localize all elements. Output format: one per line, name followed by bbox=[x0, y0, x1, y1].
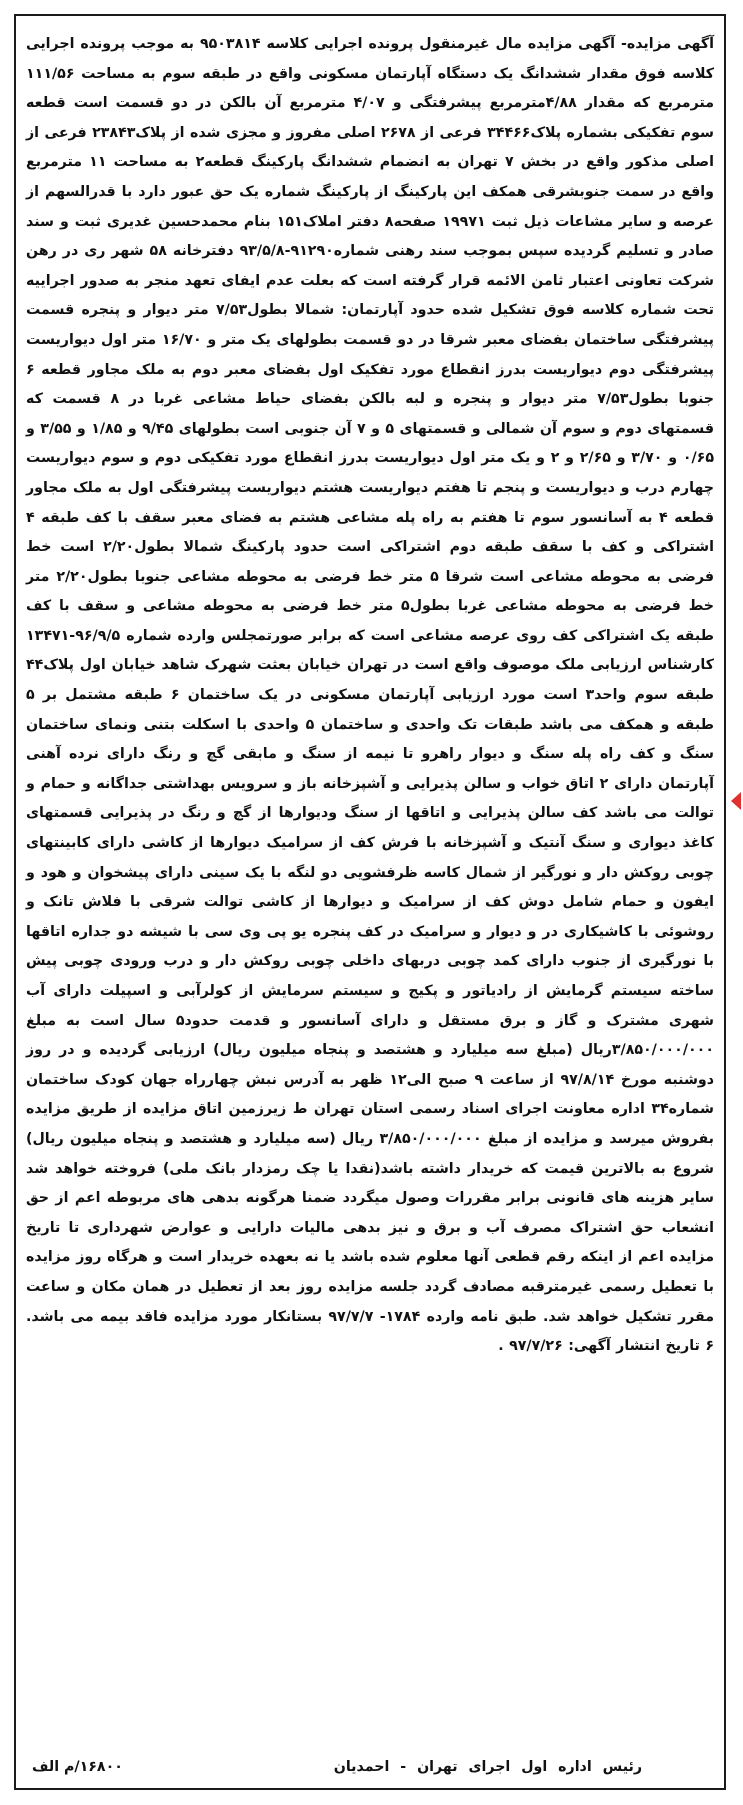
notice-footer bbox=[26, 1754, 714, 1780]
auction-notice bbox=[14, 14, 726, 1790]
edge-arrow-icon bbox=[731, 792, 741, 810]
notice-body-text: آگهی مزایده- آگهی مزایده مال غیرمنقول پرونده اجرایی کلاسه ۹۵۰۳۸۱۴ به موجب پرونده اجرایی کلاسه فوق مقدار ششدانگ یک دستگاه آپارتمان مسکونی واقع در طبقه سوم به مساحت ۱۱۱/۵۶ مترمربع که مقدار ۴/۸۸مترمربع پیشرفتگی و ۴/۰۷ مترمربع آن بالکن در دو قسمت است قطعه سوم تفکیکی بشماره پلاک۳۴۴۶۶ فرعی از ۲۶۷۸ اصلی مفروز و مجزی شده از پلاک۲۳۸۴۳ فرعی از اصلی مذکور واقع در بخش ۷ تهران به انضمام ششدانگ پارکینگ قطعه۲ به مساحت ۱۱ مترمربع واقع در سمت جنوبشرقی همکف این پارکینگ از پارکینگ شماره یک حق عبور دارد با قدرالسهم از عرصه و سایر مشاعات ذیل ثبت ۱۹۹۷۱ صفحه۸ دفتر املاک۱۵۱ بنام محمدحسین غدیری ثبت و سند صادر و تسلیم گردیده سپس بموجب سند رهنی شماره۹۱۲۹۰-۹۳/۵/۸ دفترخانه ۵۸ شهر ری در رهن شرکت تعاونی اعتبار ثامن الائمه قرار گرفته است که بعلت عدم ایفای تعهد منجر به صدور اجراییه تحت شماره کلاسه فوق تشکیل شده حدود آپارتمان: شمالا بطول۷/۵۳ متر دیوار و پنجره قسمت پیشرفتگی ساختمان بفضای معبر شرقا در دو قسمت بطولهای یک متر و ۱۶/۷۰ متر اول دیواریست پیشرفتگی دوم دیواریست بدرز انقطاع مورد تفکیک اول بفضای معبر دوم به ملک مجاور قطعه ۶ جنوبا بطول۷/۵۳ متر دیوار و پنجره و لبه بالکن بفضای حیاط مشاعی غربا در ۸ قسمت که قسمتهای دوم و سوم آن شمالی و قسمتهای ۵ و ۷ آن جنوبی است بطولهای ۹/۴۵ و ۱/۸۵ و ۳/۵۵ و ۰/۶۵ و ۳/۷۰ و ۲/۶۵ و ۲ و یک متر اول دیواریست بدرز انقطاع مورد تفکیکی دوم و سوم دیواریست چهارم درب و دیواریست و پنجم تا هفتم دیواریست هشتم دیواریست پیشرفتگی اول به ملک مجاور قطعه ۴ به آسانسور سوم تا هفتم به راه پله مشاعی هشتم به فضای معبر سقف با کف طبقه ۴ اشتراکی و کف با سقف طبقه دوم اشتراکی است حدود پارکینگ شمالا بطول۲/۲۰ است خط فرضی به محوطه مشاعی است شرقا ۵ متر خط فرضی به محوطه مشاعی جنوبا بطول۲/۲۰ متر خط فرضی به محوطه مشاعی غربا بطول۵ متر خط فرضی به محوطه مشاعی و سقف با کف طبقه یک اشتراکی کف روی عرصه مشاعی است که برابر صورتمجلس وارده شماره ۹۶/۹/۵-۱۳۴۷۱ کارشناس ارزیابی ملک موصوف واقع است در تهران خیابان بعثت شهرک شاهد خیابان اول پلاک۴۴ طبقه سوم واحد۳ است مورد ارزیابی آپارتمان مسکونی در یک ساختمان ۶ طبقه مشتمل بر ۵ طبقه و همکف می باشد طبقات تک واحدی و ساختمان ۵ واحدی با اسکلت بتنی ونمای ساختمان سنگ و کف راه پله سنگ و دیوار راهرو تا نیمه از سنگ و مابقی گچ و رنگ دارای نرده آهنی آپارتمان دارای ۲ اتاق خواب و سالن پذیرایی و آشپزخانه باز و سرویس بهداشتی جداگانه و حمام و توالت می باشد کف سالن پذیرایی و اتاقها از سنگ ودیوارها از گچ و رنگ در پذیرایی قسمتهای کاغذ دیواری و سنگ آنتیک و آشپزخانه با فرش کف از سرامیک دیوارها از کاشی دارای کابینتهای چوبی روکش دار و نورگیر از شمال کاسه ظرفشویی دو لنگه با یک سینی دارای پیشخوان و هود و ایفون و حمام شامل دوش کف از سرامیک و دیوارها از کاشی توالت شرقی با فلاش تانک و روشوئی با کاشیکاری در و دیوار و سرامیک در کف پنجره یو پی وی سی با شیشه دو جداره اتاقها با نورگیری از جنوب دارای کمد چوبی دربهای داخلی چوبی روکش دار و درب ورودی چوبی پیش ساخته سیستم گرمایش از رادیاتور و پکیج و سیستم سرمایش از کولرآبی و اسپیلت دارای آب شهری مشترک و گاز و برق مستقل و دارای آسانسور و قدمت حدود۵ سال است به مبلغ ۳/۸۵۰/۰۰۰/۰۰۰ریال (مبلغ سه میلیارد و هشتصد و پنجاه میلیون ریال) ارزیابی گردیده و در روز دوشنبه مورخ ۹۷/۸/۱۴ از ساعت ۹ صبح الی۱۲ ظهر به آدرس نبش چهارراه جهان کودک ساختمان شماره۳۴ اداره معاونت اجرای اسناد رسمی استان تهران ط زیرزمین اتاق مزایده از طریق مزایده بفروش میرسد و مزایده از مبلغ ۳/۸۵۰/۰۰۰/۰۰۰ ریال (سه میلیارد و هشتصد و پنجاه میلیون ریال) شروع به بالاترین قیمت که خریدار داشته باشد(نقدا یا چک رمزدار بانک ملی) فروخته خواهد شد سایر هزینه های قانونی برابر مقررات وصول میگردد ضمنا هرگونه بدهی های مربوطه اعم از حق انشعاب حق اشتراک مصرف آب و برق و نیز بدهی مالیات دارایی و عوارض شهرداری تا تاریخ مزایده اعم از اینکه رقم قطعی آنها معلوم شده باشد یا نه بعهده خریدار است و هرگاه روز مزایده با تعطیل رسمی غیرمترقبه مصادف گردد جلسه مزایده روز بعد از تعطیل در همان مکان و ساعت مقرر تشکیل خواهد شد. طبق نامه وارده ۱۷۸۴- ۹۷/۷/۷ بستانکار مورد مزایده فاقد بیمه می باشد. ۶ تاریخ انتشار آگهی: ۹۷/۷/۲۶ . bbox=[26, 36, 715, 1355]
notice-signature: رئیس اداره اول اجرای تهران - احمدیان bbox=[333, 1759, 642, 1775]
notice-code: ۱۶۸۰۰/م الف bbox=[32, 1759, 123, 1775]
